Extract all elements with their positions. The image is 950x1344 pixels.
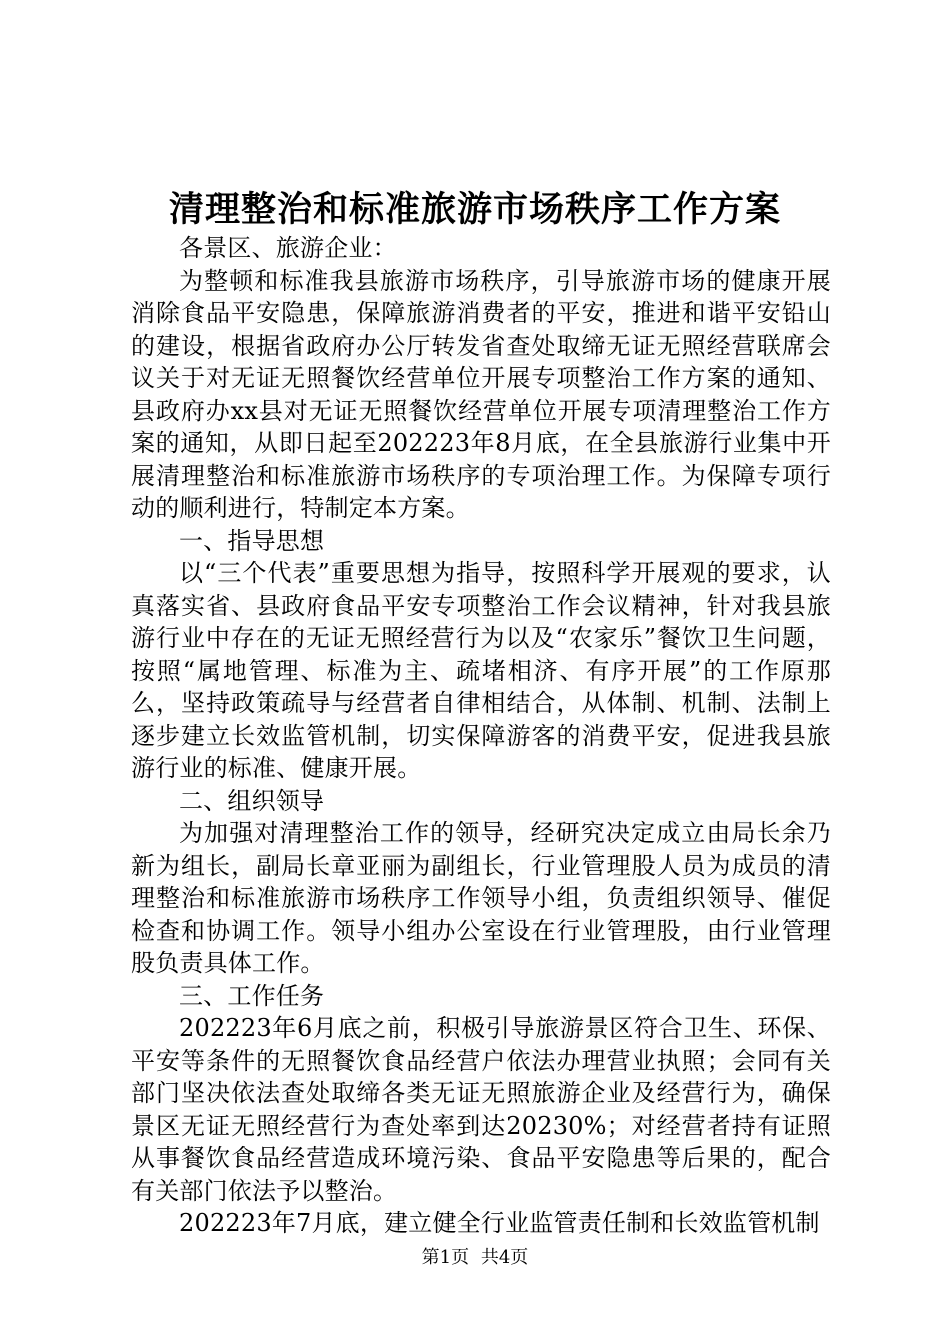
section-heading-work-tasks: 三、工作任务 xyxy=(179,981,325,1010)
section-heading-organization: 二、组织领导 xyxy=(179,786,325,815)
page-number: 第1页 xyxy=(421,1247,470,1268)
section-heading-guiding-ideology: 一、指导思想 xyxy=(179,526,325,555)
page-total: 共4页 xyxy=(480,1247,529,1268)
section-paragraph: 202223年6月底之前，积极引导旅游景区符合卫生、环保、平安等条件的无照餐饮食品经营户依法办理营业执照；会同有关部门坚决依法查处取缔各类无证无照旅游企业及经营行为，确保景区无证无照经营行为查处率到达20230%；对经营者持有证照从事餐饮食品经营造成环境污染、食品平安隐患等后果的，配合有关部门依法予以整治。 xyxy=(131,1014,831,1205)
document-body xyxy=(131,232,831,1240)
section-paragraph: 以“三个代表”重要思想为指导，按照科学开展观的要求，认真落实省、县政府食品平安专项整治工作会议精神，针对我县旅游行业中存在的无证无照经营行为以及“农家乐”餐饮卫生问题，按照“属地管理、标准为主、疏堵相济、有序开展”的工作原那么，坚持政策疏导与经营者自律相结合，从体制、机制、法制上逐步建立长效监管机制，切实保障游客的消费平安，促进我县旅游行业的标准、健康开展。 xyxy=(131,559,831,782)
document-title: 清理整治和标准旅游市场秩序工作方案 xyxy=(168,189,781,230)
section-paragraph: 202223年7月底，建立健全行业监管责任制和长效监管机制 xyxy=(179,1209,820,1237)
page-footer xyxy=(0,1246,950,1270)
intro-paragraph: 为整顿和标准我县旅游市场秩序，引导旅游市场的健康开展消除食品平安隐患，保障旅游消费者的平安，推进和谐平安铅山的建设，根据省政府办公厅转发省查处取缔无证无照经营联席会议关于对无证无照餐饮经营单位开展专项整治工作方案的通知、县政府办xx县对无证无照餐饮经营单位开展专项清理整治工作方案的通知，从即日起至202223年8月底，在全县旅游行业集中开展清理整治和标准旅游市场秩序的专项治理工作。为保障专项行动的顺利进行，特制定本方案。 xyxy=(131,266,831,522)
section-paragraph: 为加强对清理整治工作的领导，经研究决定成立由局长余乃新为组长，副局长章亚丽为副组长，行业管理股人员为成员的清理整治和标准旅游市场秩序工作领导小组，负责组织领导、催促检查和协调工作。领导小组办公室设在行业管理股，由行业管理股负责具体工作。 xyxy=(131,819,831,977)
salutation: 各景区、旅游企业： xyxy=(179,234,397,262)
